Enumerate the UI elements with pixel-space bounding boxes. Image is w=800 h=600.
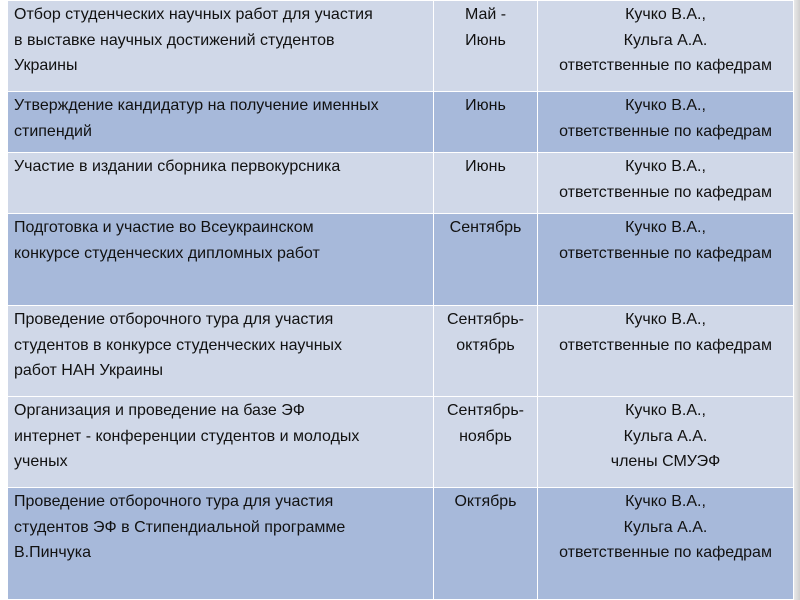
table-row: [8, 153, 794, 214]
date-text: Сентябрь-: [446, 311, 524, 328]
responsible-text: Кучко В.А.,: [625, 97, 706, 114]
task-text: конкурсе студенческих дипломных работ: [14, 244, 320, 262]
responsible-text: Кучко В.А.,: [625, 219, 706, 236]
table-row: [8, 306, 794, 397]
task-text: стипендий: [14, 122, 92, 140]
date-cell: [434, 306, 538, 397]
table-row: [8, 488, 794, 600]
task-cell: [8, 397, 434, 488]
responsible-text: Кульга А.А.: [623, 427, 708, 445]
responsible-text: ответственные по кафедрам: [559, 57, 772, 74]
task-text: Организация и проведение на базе ЭФ: [14, 402, 305, 419]
responsible-cell: [538, 153, 794, 214]
responsible-text: ответственные по кафедрам: [559, 544, 772, 561]
date-text: Май -: [464, 6, 507, 23]
date-cell: [434, 153, 538, 214]
responsible-text: ответственные по кафедрам: [559, 183, 772, 201]
task-cell: [8, 214, 434, 306]
table-row: [8, 214, 794, 306]
responsible-text: Кучко В.А.,: [625, 311, 706, 328]
table-row: [8, 1, 794, 92]
responsible-text: Кучко В.А.,: [625, 6, 706, 23]
responsible-cell: [538, 214, 794, 306]
task-text: Подготовка и участие во Всеукраинском: [14, 219, 314, 236]
task-cell: [8, 92, 434, 153]
task-cell: [8, 1, 434, 92]
table-row: [8, 397, 794, 488]
date-text: Июнь: [465, 97, 506, 114]
responsible-cell: [538, 488, 794, 600]
task-text: В.Пинчука: [14, 544, 91, 561]
date-cell: [434, 397, 538, 488]
date-text: Октябрь: [454, 493, 517, 510]
date-text: Июнь: [465, 31, 506, 49]
task-cell: [8, 488, 434, 600]
responsible-cell: [538, 1, 794, 92]
task-text: Участие в издании сборника первокурсника: [14, 158, 341, 175]
responsible-text: Кучко В.А.,: [625, 493, 706, 510]
date-cell: [434, 214, 538, 306]
task-text: студентов в конкурсе студенческих научных: [14, 336, 343, 354]
task-text: ученых: [14, 453, 68, 470]
date-cell: [434, 1, 538, 92]
table-row: [8, 92, 794, 153]
task-cell: [8, 306, 434, 397]
date-text: Сентябрь-: [446, 402, 524, 419]
responsible-text: Кучко В.А.,: [625, 402, 706, 419]
date-cell: [434, 488, 538, 600]
task-text: Отбор студенческих научных работ для участия: [14, 6, 373, 23]
task-text: Проведение отборочного тура для участия: [14, 493, 334, 510]
date-text: Сентябрь: [449, 219, 522, 236]
task-text: работ НАН Украины: [14, 362, 164, 379]
task-text: интернет - конференции студентов и молодых: [14, 427, 360, 445]
responsible-text: члены СМУЭФ: [610, 453, 721, 470]
date-text: октябрь: [456, 336, 515, 354]
responsible-cell: [538, 306, 794, 397]
task-text: студентов ЭФ в Стипендиальной программе: [14, 518, 346, 536]
responsible-cell: [538, 92, 794, 153]
task-text: Утверждение кандидатур на получение именных: [14, 97, 379, 114]
responsible-text: ответственные по кафедрам: [559, 122, 772, 140]
responsible-text: ответственные по кафедрам: [559, 336, 772, 354]
responsible-text: Кучко В.А.,: [625, 158, 706, 175]
schedule-table: [7, 0, 794, 600]
date-cell: [434, 92, 538, 153]
task-text: Проведение отборочного тура для участия: [14, 311, 334, 328]
responsible-cell: [538, 397, 794, 488]
date-text: Июнь: [465, 158, 506, 175]
task-text: Украины: [14, 57, 78, 74]
responsible-text: Кульга А.А.: [623, 518, 708, 536]
date-text: ноябрь: [459, 427, 512, 445]
responsible-text: ответственные по кафедрам: [559, 244, 772, 262]
task-text: в выставке научных достижений студентов: [14, 31, 335, 49]
task-cell: [8, 153, 434, 214]
responsible-text: Кульга А.А.: [623, 31, 708, 49]
